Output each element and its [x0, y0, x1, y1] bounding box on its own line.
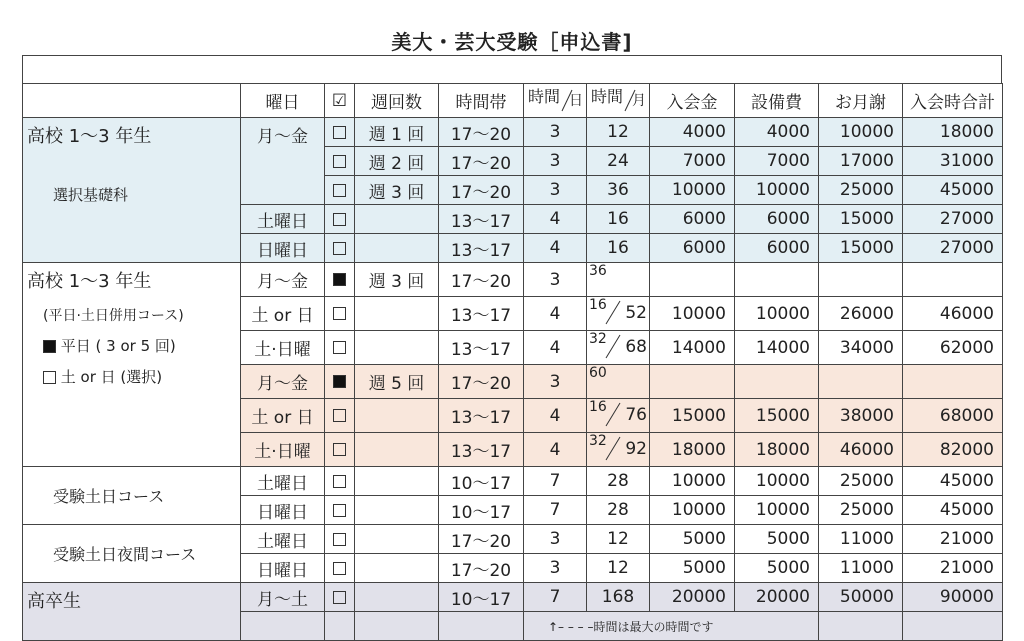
admission-cell: 6000 [650, 234, 735, 263]
total-cell: 45000 [903, 496, 1003, 525]
weekly-cell: 週 5 回 [355, 365, 439, 399]
weekly-cell [355, 496, 439, 525]
time-cell: 10〜17 [439, 583, 524, 612]
day-cell: 日曜日 [241, 496, 325, 525]
hours-day-cell: 4 [524, 331, 587, 365]
category-subtitle: (平日·土日併用コース) [43, 308, 184, 324]
header-tuition: お月謝 [819, 84, 903, 118]
admission-cell [650, 263, 735, 297]
equipment-cell: 5000 [735, 554, 819, 583]
day-cell: 月〜金 [241, 118, 325, 205]
checkbox-checked-icon[interactable] [333, 273, 346, 286]
checkbox-checked-icon[interactable] [333, 375, 346, 388]
fee-table-frame [22, 55, 1002, 634]
checkbox[interactable] [325, 118, 355, 147]
hours-month-bottom: 76 [625, 405, 647, 425]
tuition-cell: 15000 [819, 234, 903, 263]
weekly-cell: 週 3 回 [355, 263, 439, 297]
total-cell: 46000 [903, 297, 1003, 331]
hours-month-cell: 28 [587, 467, 650, 496]
header-hours-per-month-a: 時間 [591, 87, 624, 106]
weekly-cell: 週 2 回 [355, 147, 439, 176]
tuition-cell: 15000 [819, 205, 903, 234]
total-cell: 68000 [903, 399, 1003, 433]
category-cell [23, 118, 241, 263]
checkbox[interactable] [325, 176, 355, 205]
header-total: 入会時合計 [903, 84, 1003, 118]
tuition-cell: 50000 [819, 583, 903, 612]
checkbox-icon[interactable] [333, 341, 346, 354]
admission-cell: 10000 [650, 176, 735, 205]
time-cell: 13〜17 [439, 331, 524, 365]
time-cell: 17〜20 [439, 118, 524, 147]
checkbox[interactable] [325, 433, 355, 467]
time-cell: 17〜20 [439, 554, 524, 583]
checkbox-icon[interactable] [333, 533, 346, 546]
hours-day-cell: 3 [524, 365, 587, 399]
header-hours-per-day-b: 日 [569, 93, 583, 109]
empty-cell [819, 612, 903, 641]
total-cell: 27000 [903, 234, 1003, 263]
checkbox[interactable] [325, 525, 355, 554]
time-cell: 17〜20 [439, 147, 524, 176]
checkbox[interactable] [325, 467, 355, 496]
hours-month-top: 16 [589, 297, 607, 313]
day-cell: 月〜土 [241, 583, 325, 612]
hours-day-cell: 3 [524, 263, 587, 297]
table-row [23, 525, 1003, 554]
weekly-cell [355, 297, 439, 331]
weekday-option [43, 335, 236, 356]
total-cell: 18000 [903, 118, 1003, 147]
equipment-cell: 10000 [735, 467, 819, 496]
time-cell: 10〜17 [439, 496, 524, 525]
total-cell: 62000 [903, 331, 1003, 365]
admission-cell: 7000 [650, 147, 735, 176]
hours-day-cell: 7 [524, 583, 587, 612]
header-hours-per-month [587, 84, 650, 118]
tuition-cell: 46000 [819, 433, 903, 467]
header-blank [23, 84, 241, 118]
total-cell: 45000 [903, 176, 1003, 205]
tuition-cell: 10000 [819, 118, 903, 147]
table-row [23, 583, 1003, 612]
hours-day-cell: 7 [524, 467, 587, 496]
checkbox[interactable] [325, 554, 355, 583]
table-row [23, 467, 1003, 496]
checkbox[interactable] [325, 263, 355, 297]
total-cell [903, 365, 1003, 399]
equipment-cell: 18000 [735, 433, 819, 467]
hours-day-cell: 3 [524, 525, 587, 554]
hours-month-cell [587, 365, 650, 399]
weekly-cell [355, 467, 439, 496]
weekend-option [43, 366, 236, 387]
checkbox-icon[interactable] [333, 562, 346, 575]
equipment-cell: 15000 [735, 399, 819, 433]
header-weekly: 週回数 [355, 84, 439, 118]
admission-cell: 10000 [650, 297, 735, 331]
hours-month-cell: 12 [587, 525, 650, 554]
time-cell: 13〜17 [439, 433, 524, 467]
tuition-cell: 38000 [819, 399, 903, 433]
checkbox-icon[interactable] [333, 213, 346, 226]
category-cell [23, 583, 241, 641]
checkbox[interactable] [325, 331, 355, 365]
admission-cell [650, 365, 735, 399]
tuition-cell [819, 263, 903, 297]
fee-table [22, 83, 1003, 641]
admission-cell: 5000 [650, 554, 735, 583]
hours-month-cell: 24 [587, 147, 650, 176]
checkbox-icon[interactable] [333, 184, 346, 197]
hours-month-cell: 12 [587, 554, 650, 583]
hours-day-cell: 4 [524, 399, 587, 433]
equipment-cell: 20000 [735, 583, 819, 612]
time-cell: 13〜17 [439, 297, 524, 331]
total-cell: 45000 [903, 467, 1003, 496]
tuition-cell: 25000 [819, 467, 903, 496]
weekly-cell [355, 234, 439, 263]
checkbox[interactable] [325, 205, 355, 234]
tuition-cell: 25000 [819, 176, 903, 205]
empty-cell [325, 612, 355, 641]
empty-cell [439, 612, 524, 641]
admission-cell: 4000 [650, 118, 735, 147]
checkbox[interactable] [325, 399, 355, 433]
day-cell: 土 or 日 [241, 399, 325, 433]
checkbox-icon[interactable] [333, 591, 346, 604]
time-cell: 17〜20 [439, 176, 524, 205]
day-cell: 土 or 日 [241, 297, 325, 331]
hours-month-cell [587, 399, 650, 433]
checkbox-icon[interactable] [333, 475, 346, 488]
day-cell: 月〜金 [241, 365, 325, 399]
day-cell: 土曜日 [241, 467, 325, 496]
equipment-cell [735, 365, 819, 399]
empty-square-icon [43, 371, 56, 384]
hours-day-cell: 3 [524, 147, 587, 176]
equipment-cell: 10000 [735, 297, 819, 331]
equipment-cell: 6000 [735, 234, 819, 263]
tuition-cell: 26000 [819, 297, 903, 331]
equipment-cell: 6000 [735, 205, 819, 234]
header-hours-per-day-a: 時間 [528, 87, 561, 106]
header-row [23, 84, 1003, 118]
category-cell [23, 263, 241, 467]
total-cell: 21000 [903, 554, 1003, 583]
tuition-cell: 17000 [819, 147, 903, 176]
hours-month-top: 60 [589, 365, 607, 381]
time-cell: 13〜17 [439, 205, 524, 234]
hours-day-cell: 4 [524, 297, 587, 331]
max-hours-note: ↑– – – –時間は最大の時間です [524, 612, 819, 641]
equipment-cell: 5000 [735, 525, 819, 554]
total-cell: 82000 [903, 433, 1003, 467]
weekly-cell [355, 433, 439, 467]
total-cell: 31000 [903, 147, 1003, 176]
day-cell: 土曜日 [241, 205, 325, 234]
hours-day-cell: 3 [524, 554, 587, 583]
time-cell: 17〜20 [439, 365, 524, 399]
checkbox[interactable] [325, 583, 355, 612]
hours-month-cell: 168 [587, 583, 650, 612]
header-hours-per-month-b: 月 [632, 93, 646, 109]
checkbox[interactable] [325, 234, 355, 263]
admission-cell: 14000 [650, 331, 735, 365]
equipment-cell: 10000 [735, 496, 819, 525]
hours-month-cell: 16 [587, 234, 650, 263]
admission-cell: 15000 [650, 399, 735, 433]
hours-day-cell: 3 [524, 176, 587, 205]
header-check: ☑ [325, 84, 355, 118]
equipment-cell: 7000 [735, 147, 819, 176]
equipment-cell: 4000 [735, 118, 819, 147]
hours-day-cell: 3 [524, 118, 587, 147]
weekly-cell [355, 205, 439, 234]
weekly-cell: 週 1 回 [355, 118, 439, 147]
total-cell: 90000 [903, 583, 1003, 612]
header-hours-per-day [524, 84, 587, 118]
filled-square-icon [43, 340, 56, 353]
header-equipment: 設備費 [735, 84, 819, 118]
day-cell: 日曜日 [241, 554, 325, 583]
weekly-cell [355, 331, 439, 365]
day-cell: 土曜日 [241, 525, 325, 554]
admission-cell: 20000 [650, 583, 735, 612]
form-title: 美大・芸大受験［申込書] [391, 30, 633, 54]
checkbox-icon[interactable] [333, 155, 346, 168]
total-cell: 21000 [903, 525, 1003, 554]
weekly-cell: 週 3 回 [355, 176, 439, 205]
checkbox[interactable] [325, 496, 355, 525]
admission-cell: 6000 [650, 205, 735, 234]
time-cell: 17〜20 [439, 263, 524, 297]
total-cell: 27000 [903, 205, 1003, 234]
hours-month-cell: 36 [587, 176, 650, 205]
tuition-cell: 25000 [819, 496, 903, 525]
time-cell: 10〜17 [439, 467, 524, 496]
admission-cell: 10000 [650, 467, 735, 496]
hours-day-cell: 7 [524, 496, 587, 525]
checkbox[interactable] [325, 147, 355, 176]
time-cell: 13〜17 [439, 399, 524, 433]
weekly-cell [355, 554, 439, 583]
table-row [23, 118, 1003, 147]
category-cell: 受験土日コース [23, 467, 241, 525]
empty-cell [241, 612, 325, 641]
hours-month-top: 16 [589, 399, 607, 415]
hours-month-cell [587, 263, 650, 297]
hours-day-cell: 4 [524, 234, 587, 263]
checkbox-icon[interactable] [333, 409, 346, 422]
tuition-cell [819, 365, 903, 399]
checkbox-icon[interactable] [333, 126, 346, 139]
hours-month-bottom: 92 [625, 439, 647, 459]
hours-month-bottom: 52 [625, 303, 647, 323]
weekly-cell [355, 399, 439, 433]
day-cell: 日曜日 [241, 234, 325, 263]
checkbox-icon[interactable] [333, 443, 346, 456]
total-cell [903, 263, 1003, 297]
checkbox[interactable] [325, 297, 355, 331]
weekly-cell [355, 583, 439, 612]
hours-month-cell: 16 [587, 205, 650, 234]
weekend-option-label: 土 or 日 (選択) [60, 368, 163, 386]
time-cell: 13〜17 [439, 234, 524, 263]
day-cell: 土·日曜 [241, 433, 325, 467]
hours-month-cell [587, 433, 650, 467]
hours-month-top: 36 [589, 263, 607, 279]
category-title: 高校 1〜3 年生 [27, 126, 152, 147]
admission-cell: 18000 [650, 433, 735, 467]
weekly-cell [355, 525, 439, 554]
name-entry-row[interactable] [22, 55, 1002, 84]
category-title: 高校 1〜3 年生 [27, 271, 152, 292]
hours-month-cell: 28 [587, 496, 650, 525]
category-title: 高卒生 [27, 591, 81, 612]
header-time: 時間帯 [439, 84, 524, 118]
admission-cell: 10000 [650, 496, 735, 525]
empty-cell [355, 612, 439, 641]
tuition-cell: 11000 [819, 554, 903, 583]
hours-day-cell: 4 [524, 433, 587, 467]
empty-cell [903, 612, 1003, 641]
category-subtitle: 選択基礎科 [53, 186, 129, 204]
hours-month-cell [587, 297, 650, 331]
day-cell: 土·日曜 [241, 331, 325, 365]
header-day: 曜日 [241, 84, 325, 118]
equipment-cell: 10000 [735, 176, 819, 205]
time-cell: 17〜20 [439, 525, 524, 554]
checkbox-icon[interactable] [333, 307, 346, 320]
hours-month-top: 32 [589, 331, 607, 347]
hours-month-cell: 12 [587, 118, 650, 147]
hours-month-bottom: 68 [625, 337, 647, 357]
header-admission: 入会金 [650, 84, 735, 118]
hours-month-top: 32 [589, 433, 607, 449]
checkbox[interactable] [325, 365, 355, 399]
equipment-cell [735, 263, 819, 297]
hours-month-cell [587, 331, 650, 365]
hours-day-cell: 4 [524, 205, 587, 234]
admission-cell: 5000 [650, 525, 735, 554]
tuition-cell: 11000 [819, 525, 903, 554]
equipment-cell: 14000 [735, 331, 819, 365]
checkbox-icon[interactable] [333, 504, 346, 517]
table-row [23, 263, 1003, 297]
checkbox-icon[interactable] [333, 242, 346, 255]
category-cell: 受験土日夜間コース [23, 525, 241, 583]
weekday-option-label: 平日 ( 3 or 5 回) [60, 337, 176, 355]
day-cell: 月〜金 [241, 263, 325, 297]
tuition-cell: 34000 [819, 331, 903, 365]
